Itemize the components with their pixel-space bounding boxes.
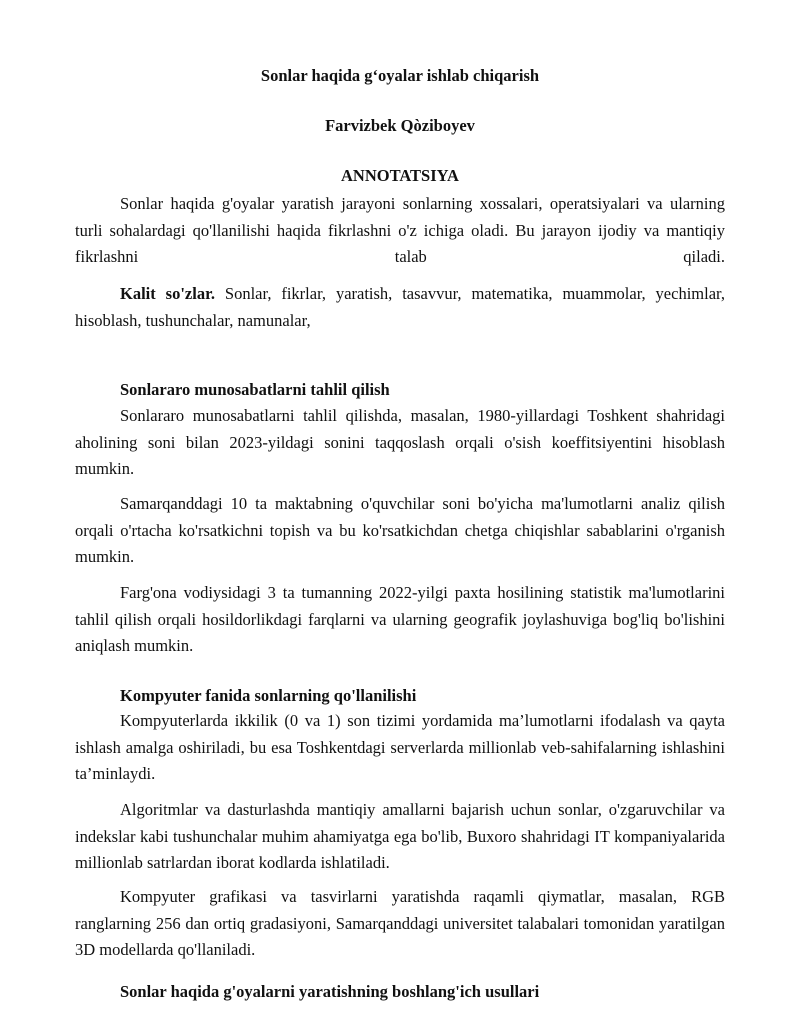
keywords-label: Kalit so'zlar. <box>120 284 215 303</box>
document-title: Sonlar haqida g‘oyalar ishlab chiqarish <box>260 66 540 85</box>
keywords-paragraph <box>75 281 725 334</box>
annotation-heading: ANNOTATSIYA <box>341 166 459 185</box>
section2-paragraph-1: Kompyuterlarda ikkilik (0 va 1) son tizimi yordamida ma’lumotlarni ifodalash va qayta ishlash amalga oshiriladi, bu esa Toshkentdagi serverlarda millionlab veb-sahifalarning ishlashini ta’minlaydi. <box>75 711 725 783</box>
section2-paragraph-2: Algoritmlar va dasturlashda mantiqiy amallarni bajarish uchun sonlar, o'zgaruvchilar va indekslar kabi tushunchalar muhim ahamiyatga ega bo'lib, Buxoro shahridagi IT kompaniyalarida millionlab satrlardan iborat kodlarda ishlatiladi. <box>75 800 725 872</box>
section2-paragraph-3: Kompyuter grafikasi va tasvirlarni yaratishda raqamli qiymatlar, masalan, RGB ranglarning 256 dan ortiq gradasiyoni, Samarqanddagi universitet talabalari tomonidan yaratilgan 3D modellarda qo'llaniladi. <box>75 887 725 959</box>
section1-paragraph-1: Sonlararo munosabatlarni tahlil qilishda, masalan, 1980-yillardagi Toshkent shahridagi aholining soni bilan 2023-yildagi sonini taqqoslash orqali o'sish koeffitsiyentini hisoblash mumkin. <box>75 406 725 478</box>
section1-paragraph-3: Farg'ona vodiysidagi 3 ta tumanning 2022-yilgi paxta hosilining statistik ma'lumotlarini tahlil qilish orqali hosildorlikdagi farqlarni va ularning geografik joylashuviga bog'liq bo'lishini aniqlash mumkin. <box>75 583 725 655</box>
section-heading-relations: Sonlararo munosabatlarni tahlil qilish <box>120 380 390 399</box>
keywords-text: Sonlar, fikrlar, yaratish, tasavvur, matematika, muammolar, yechimlar, hisoblash, tushunchalar, namunalar, <box>75 284 725 330</box>
section-heading-initial-methods: Sonlar haqida g'oyalarni yaratishning boshlang'ich usullari <box>120 982 540 1001</box>
section-heading-computer-science: Kompyuter fanida sonlarning qo'llanilishi <box>120 686 417 705</box>
author-name: Farvizbek Qòziboyev <box>325 116 475 135</box>
annotation-paragraph: Sonlar haqida g'oyalar yaratish jarayoni sonlarning xossalari, operatsiyalari va ularning turli sohalardagi qo'llanilishi haqida fikrlashni o'z ichiga oladi. Bu jarayon ijodiy va mantiqiy fikrlashni talab qiladi. <box>75 194 725 266</box>
section1-paragraph-2: Samarqanddagi 10 ta maktabning o'quvchilar soni bo'yicha ma'lumotlarni analiz qilish orqali o'rtacha ko'rsatkichni topish va bu ko'rsatkichdan chetga chiqishlar sabablarini o'rganish mumkin. <box>75 494 725 566</box>
